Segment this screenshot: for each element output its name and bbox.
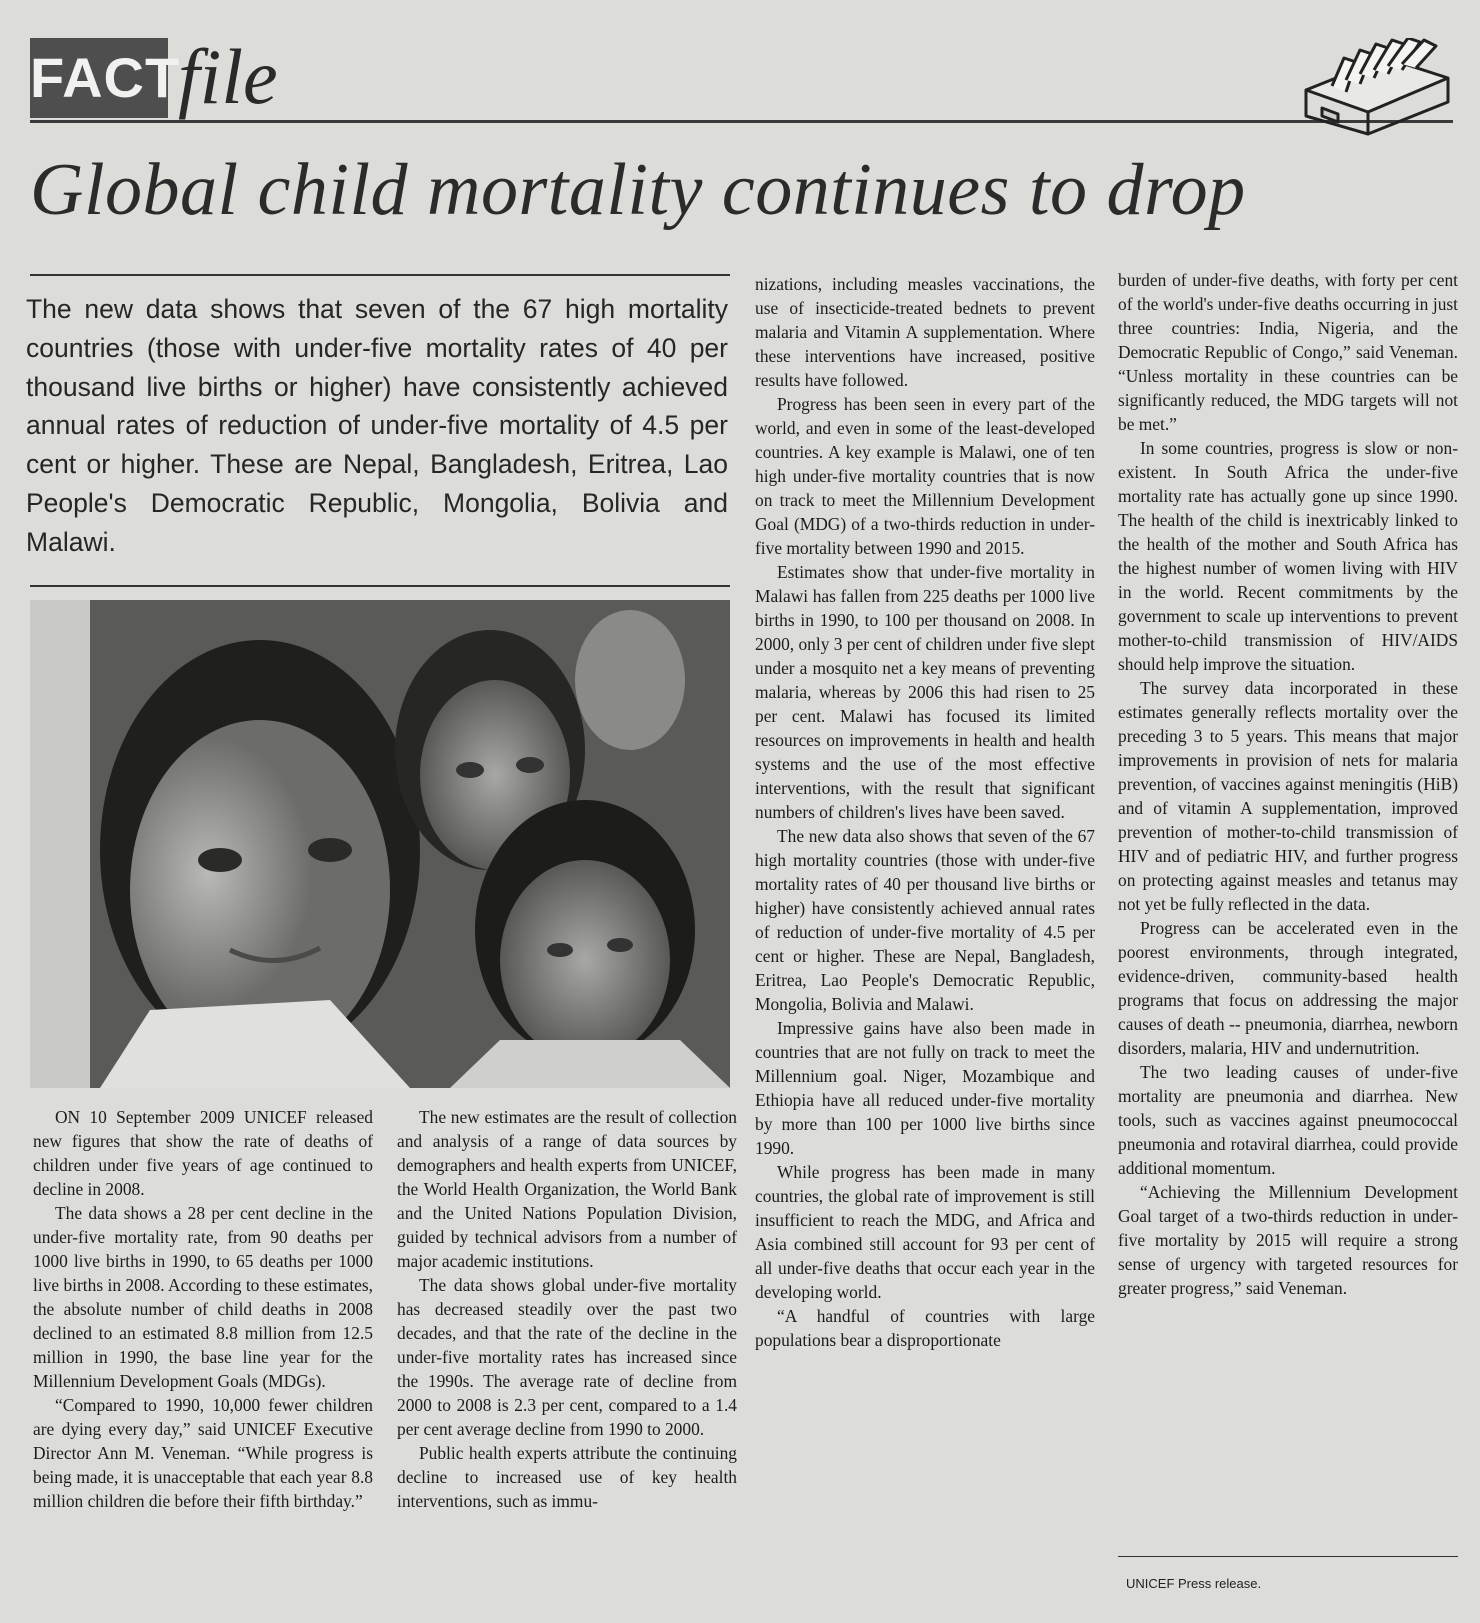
col4-paragraph: In some countries, progress is slow or non-existent. In South Africa the under-five mortality rate has actually gone up since 1990. The health of the child is inextricably linked to the health of the mother and South Africa has the highest number of women living with HIV in the world. Recent commitments by the government to scale up interventions to prevent mother-to-child transmission of HIV/AIDS should help improve the situation.	[1118, 438, 1458, 674]
col2-paragraph: Public health experts attribute the continuing decline to increased use of key health interventions, such as immu-	[397, 1443, 737, 1511]
article-column-2	[397, 1105, 737, 1513]
section-label-box: FACT	[30, 38, 168, 118]
file-drawer-icon	[1298, 38, 1458, 136]
col4-paragraph: “Achieving the Millennium Development Goal target of a two-thirds reduction in under-five mortality by 2015 will require a strong sense of urgency with targeted resources for greater progress,” said Veneman.	[1118, 1182, 1458, 1298]
col3-paragraph: “A handful of countries with large populations bear a disproportionate	[755, 1306, 1095, 1350]
col2-paragraph: The data shows global under-five mortality has decreased steadily over the past two decades, and that the rate of the decline in the under-five mortality rates has increased since the 1990s. The average rate of decline from 2000 to 2008 is 2.3 per cent, compared to a 1.4 per cent average decline from 1990 to 2000.	[397, 1275, 737, 1439]
headline: Global child mortality continues to drop	[30, 149, 1246, 231]
intro-top-rule	[30, 274, 730, 276]
col3-paragraph: nizations, including measles vaccinations, the use of insecticide-treated bednets to prevent malaria and Vitamin A supplementation. Where these interventions have increased, positive results have followed.	[755, 274, 1095, 390]
article-column-4	[1118, 268, 1458, 1300]
col3-paragraph: While progress has been made in many countries, the global rate of improvement is still insufficient to reach the MDG, and Africa and Asia combined still account for 93 per cent of all under-five deaths that occur each year in the developing world.	[755, 1162, 1095, 1302]
col4-paragraph: burden of under-five deaths, with forty per cent of the world's under-five deaths occurring in just three countries: India, Nigeria, and the Democratic Republic of Congo,” said Veneman. “Unless mortality in these countries can be significantly reduced, the MDG targets will not be met.”	[1118, 270, 1458, 434]
section-label-script: file	[178, 33, 278, 120]
intro-bottom-rule	[30, 585, 730, 587]
col1-paragraph: ON 10 September 2009 UNICEF released new figures that show the rate of deaths of children under five years of age continued to decline in 2008.	[33, 1107, 373, 1199]
col4-paragraph: Progress can be accelerated even in the poorest environments, through integrated, evidence-driven, community-based health programs that focus on addressing the major causes of death -- pneumonia, diarrhea, newborn disorders, malaria, HIV and undernutrition.	[1118, 918, 1458, 1058]
col3-paragraph: Progress has been seen in every part of the world, and even in some of the least-developed countries. A key example is Malawi, one of ten high under-five mortality countries that is now on track to meet the Millennium Development Goal (MDG) of a two-thirds reduction in under-five mortality between 1990 and 2015.	[755, 394, 1095, 558]
col3-paragraph: Estimates show that under-five mortality in Malawi has fallen from 225 deaths per 1000 live births in 1990, to 100 per thousand on 2008. In 2000, only 3 per cent of children under five slept under a mosquito net a key means of preventing malaria, whereas by 2006 this had risen to 25 per cent. Malawi has focused its limited resources on improvements in health and health systems and the use of the most effective interventions, with the result that significant numbers of children's lives have been saved.	[755, 562, 1095, 822]
children-photo	[30, 600, 730, 1088]
banner-rule	[30, 120, 1453, 123]
article-column-1	[33, 1105, 373, 1513]
col4-paragraph: The survey data incorporated in these estimates generally reflects mortality over the preceding 3 to 5 years. This means that major improvements in provision of nets for malaria prevention, of vaccines against meningitis (HiB) and of vitamin A supplementation, improved prevention of mother-to-child transmission of HIV and of pediatric HIV, and further progress on protecting against measles and tetanus may not yet be fully reflected in the data.	[1118, 678, 1458, 914]
section-banner	[30, 33, 1453, 122]
col3-paragraph: The new data also shows that seven of the 67 high mortality countries (those with under-five mortality rates of 40 per thousand live births or higher) have consistently achieved annual rates of reduction of under-five mortality of 4.5 per cent or higher. These are Nepal, Bangladesh, Eritrea, Lao People's Democratic Republic, Mongolia, Bolivia and Malawi.	[755, 826, 1095, 1014]
col1-paragraph: The data shows a 28 per cent decline in the under-five mortality rate, from 90 deaths per 1000 live births in 1990, to 65 deaths per 1000 live births in 2008. According to these estimates, the absolute number of child deaths in 2008 declined to an estimated 8.8 million from 12.5 million in 1990, the base line year for the Millennium Development Goals (MDGs).	[33, 1203, 373, 1391]
article-column-3	[755, 272, 1095, 1352]
source-rule	[1118, 1556, 1458, 1557]
col1-paragraph: “Compared to 1990, 10,000 fewer children are dying every day,” said UNICEF Executive Director Ann M. Veneman. “While progress is being made, it is unacceptable that each year 8.8 million children die before their fifth birthday.”	[33, 1395, 373, 1511]
col4-paragraph: The two leading causes of under-five mortality are pneumonia and diarrhea. New tools, such as vaccines against pneumococcal pneumonia and rotaviral diarrhea, could provide additional momentum.	[1118, 1062, 1458, 1178]
source-credit: UNICEF Press release.	[1126, 1576, 1262, 1591]
intro-paragraph: The new data shows that seven of the 67 high mortality countries (those with under-five mortality rates of 40 per thousand live births or higher) have consistently achieved annual rates of reduction of under-five mortality of 4.5 per cent or higher. These are Nepal, Bangladesh, Eritrea, Lao People's Democratic Republic, Mongolia, Bolivia and Malawi.	[26, 294, 728, 557]
col2-paragraph: The new estimates are the result of collection and analysis of a range of data sources by demographers and health experts from UNICEF, the World Health Organization, the World Bank and the United Nations Population Division, guided by technical advisors from a number of major academic institutions.	[397, 1107, 737, 1271]
col3-paragraph: Impressive gains have also been made in countries that are not fully on track to meet the Millennium goal. Niger, Mozambique and Ethiopia have all reduced under-five mortality by more than 100 per 1000 live births since 1990.	[755, 1018, 1095, 1158]
